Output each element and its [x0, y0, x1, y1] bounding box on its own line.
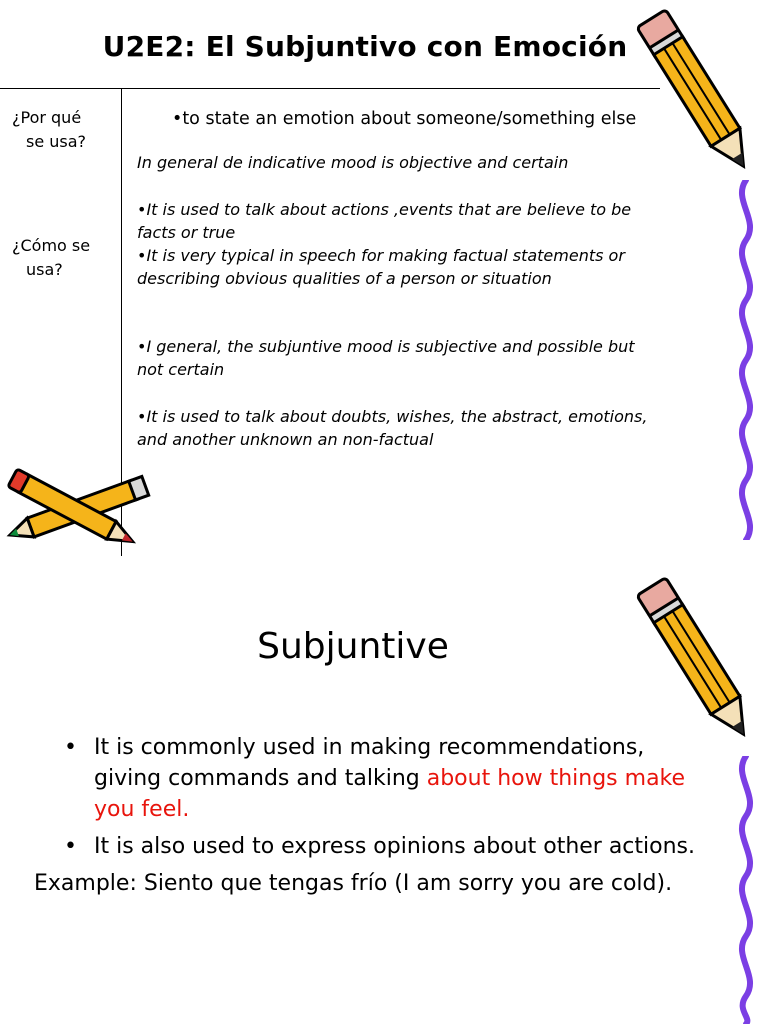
question-why-line1: ¿Por qué — [12, 108, 82, 127]
list-item-text: It is commonly used in making recommendations, giving commands and talking — [94, 735, 645, 791]
list-item — [64, 831, 704, 862]
slide-1-title: U2E2: El Subjuntivo con Emoción — [102, 30, 628, 63]
question-how-line1: ¿Cómo se — [12, 236, 91, 255]
example-text: Example: Siento que tengas frío (I am sorry you are cold). — [34, 871, 673, 896]
list-item-text: It is also used to express opinions about other actions. — [94, 834, 696, 859]
subjunctive-summary: •I general, the subjuntive mood is subjective and possible but not certain — [137, 337, 635, 379]
slide-2-title: Subjuntive — [257, 626, 449, 667]
crossed-pencils-icon — [0, 462, 160, 560]
pencil-icon — [636, 0, 756, 185]
subjunctive-details: •It is used to talk about doubts, wishes, the abstract, emotions, and another unknown an non-factual — [137, 407, 648, 449]
indicative-details — [137, 198, 657, 290]
squiggle-border — [726, 756, 766, 1024]
indicative-summary: In general de indicative mood is objective and certain — [137, 153, 569, 172]
indicative-bullet-1: •It is used to talk about actions ,events that are believe to be facts or true — [137, 200, 632, 242]
bullet-dot: • — [64, 735, 77, 760]
subjunctive-list — [34, 732, 704, 899]
title-divider — [0, 88, 660, 89]
list-item — [64, 732, 704, 825]
question-why-line2: se usa? — [26, 132, 87, 151]
purpose-bullet: •to state an emotion about someone/something else — [172, 109, 637, 129]
bullet-dot: • — [64, 834, 77, 859]
question-how-line2: usa? — [26, 260, 63, 279]
squiggle-border — [726, 180, 766, 540]
indicative-bullet-2: •It is very typical in speech for making factual statements or describing obvious qualities of a person or situation — [137, 246, 625, 288]
question-how — [12, 234, 90, 282]
pencil-icon — [636, 568, 756, 753]
question-why — [12, 106, 86, 154]
highlighted-text: about how things make you feel. — [94, 766, 686, 822]
slide-2 — [0, 560, 768, 1024]
